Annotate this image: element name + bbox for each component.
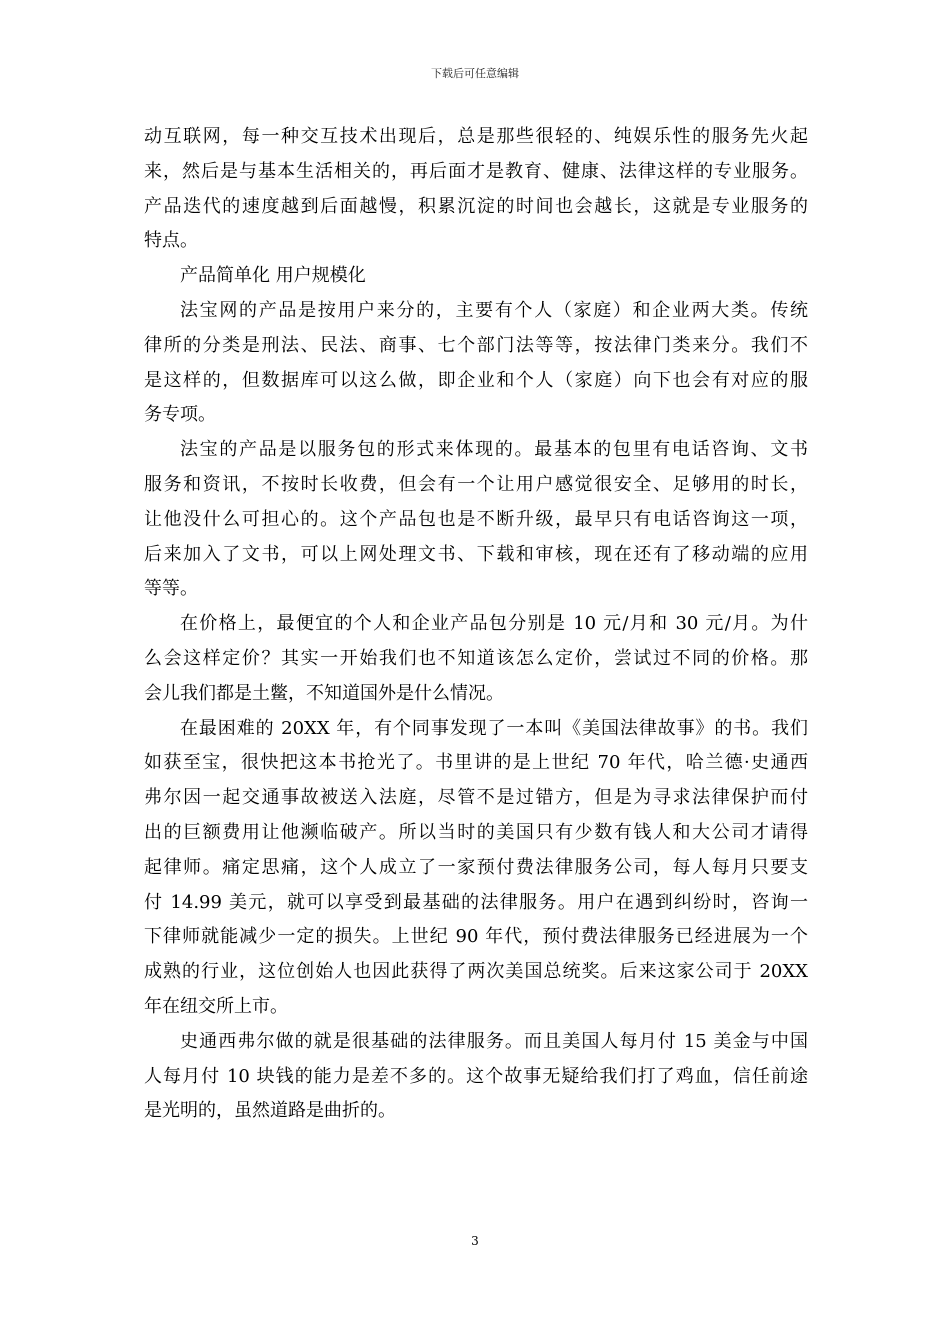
body-text-line: 是这样的，但数据库可以这么做，即企业和个人（家庭）向下也会有对应的服: [144, 369, 808, 391]
body-text-line: 弗尔因一起交通事故被送入法庭，尽管不是过错方，但是为寻求法律保护而付: [144, 787, 808, 809]
page-number: 3: [471, 1234, 479, 1248]
body-text-line: 法宝网的产品是按用户来分的，主要有个人（家庭）和企业两大类。传统: [180, 299, 808, 321]
body-text-line: 来，然后是与基本生活相关的，再后面才是教育、健康、法律这样的专业服务。: [144, 160, 808, 182]
body-text-line: 如获至宝，很快把这本书抢光了。书里讲的是上世纪 70 年代，哈兰德·史通西: [144, 752, 808, 774]
body-text-line: 产品简单化 用户规模化: [180, 265, 366, 287]
body-text-line: 年在纽交所上市。: [144, 995, 288, 1017]
body-text-line: 让他没什么可担心的。这个产品包也是不断升级，最早只有电话咨询这一项，: [144, 508, 808, 530]
body-text-line: 律所的分类是刑法、民法、商事、七个部门法等等，按法律门类来分。我们不: [144, 334, 808, 356]
body-text-line: 下律师就能减少一定的损失。上世纪 90 年代，预付费法律服务已经进展为一个: [144, 926, 808, 948]
body-text-line: 特点。: [144, 230, 198, 252]
body-text-line: 会儿我们都是土鳖，不知道国外是什么情况。: [144, 682, 504, 704]
body-text-line: 务专项。: [144, 404, 216, 426]
document-body: [144, 120, 808, 1129]
body-text-line: 史通西弗尔做的就是很基础的法律服务。而且美国人每月付 15 美金与中国: [180, 1030, 808, 1052]
page-header: 下载后可任意编辑: [431, 67, 519, 80]
body-text-line: 人每月付 10 块钱的能力是差不多的。这个故事无疑给我们打了鸡血，信任前途: [144, 1065, 808, 1087]
body-text-line: 么会这样定价？其实一开始我们也不知道该怎么定价，尝试过不同的价格。那: [144, 647, 808, 669]
body-text-line: 成熟的行业，这位创始人也因此获得了两次美国总统奖。后来这家公司于 20XX: [144, 961, 808, 983]
body-text-line: 产品迭代的速度越到后面越慢，积累沉淀的时间也会越长，这就是专业服务的: [144, 195, 808, 217]
body-text-line: 出的巨额费用让他濒临破产。所以当时的美国只有少数有钱人和大公司才请得: [144, 821, 808, 843]
body-text-line: 后来加入了文书，可以上网处理文书、下载和审核，现在还有了移动端的应用: [144, 543, 808, 565]
body-text-line: 是光明的，虽然道路是曲折的。: [144, 1100, 396, 1122]
body-text-line: 服务和资讯，不按时长收费，但会有一个让用户感觉很安全、足够用的时长，: [144, 473, 808, 495]
body-text-line: 起律师。痛定思痛，这个人成立了一家预付费法律服务公司，每人每月只要支: [144, 856, 808, 878]
body-text-line: 在最困难的 20XX 年，有个同事发现了一本叫《美国法律故事》的书。我们: [180, 717, 808, 739]
body-text-line: 等等。: [144, 578, 198, 600]
body-text-line: 付 14.99 美元，就可以享受到最基础的法律服务。用户在遇到纠纷时，咨询一: [144, 891, 808, 913]
body-text-line: 法宝的产品是以服务包的形式来体现的。最基本的包里有电话咨询、文书: [180, 439, 808, 461]
body-text-line: 在价格上，最便宜的个人和企业产品包分别是 10 元/月和 30 元/月。为什: [180, 613, 808, 635]
body-text-line: 动互联网，每一种交互技术出现后，总是那些很轻的、纯娱乐性的服务先火起: [144, 126, 808, 147]
